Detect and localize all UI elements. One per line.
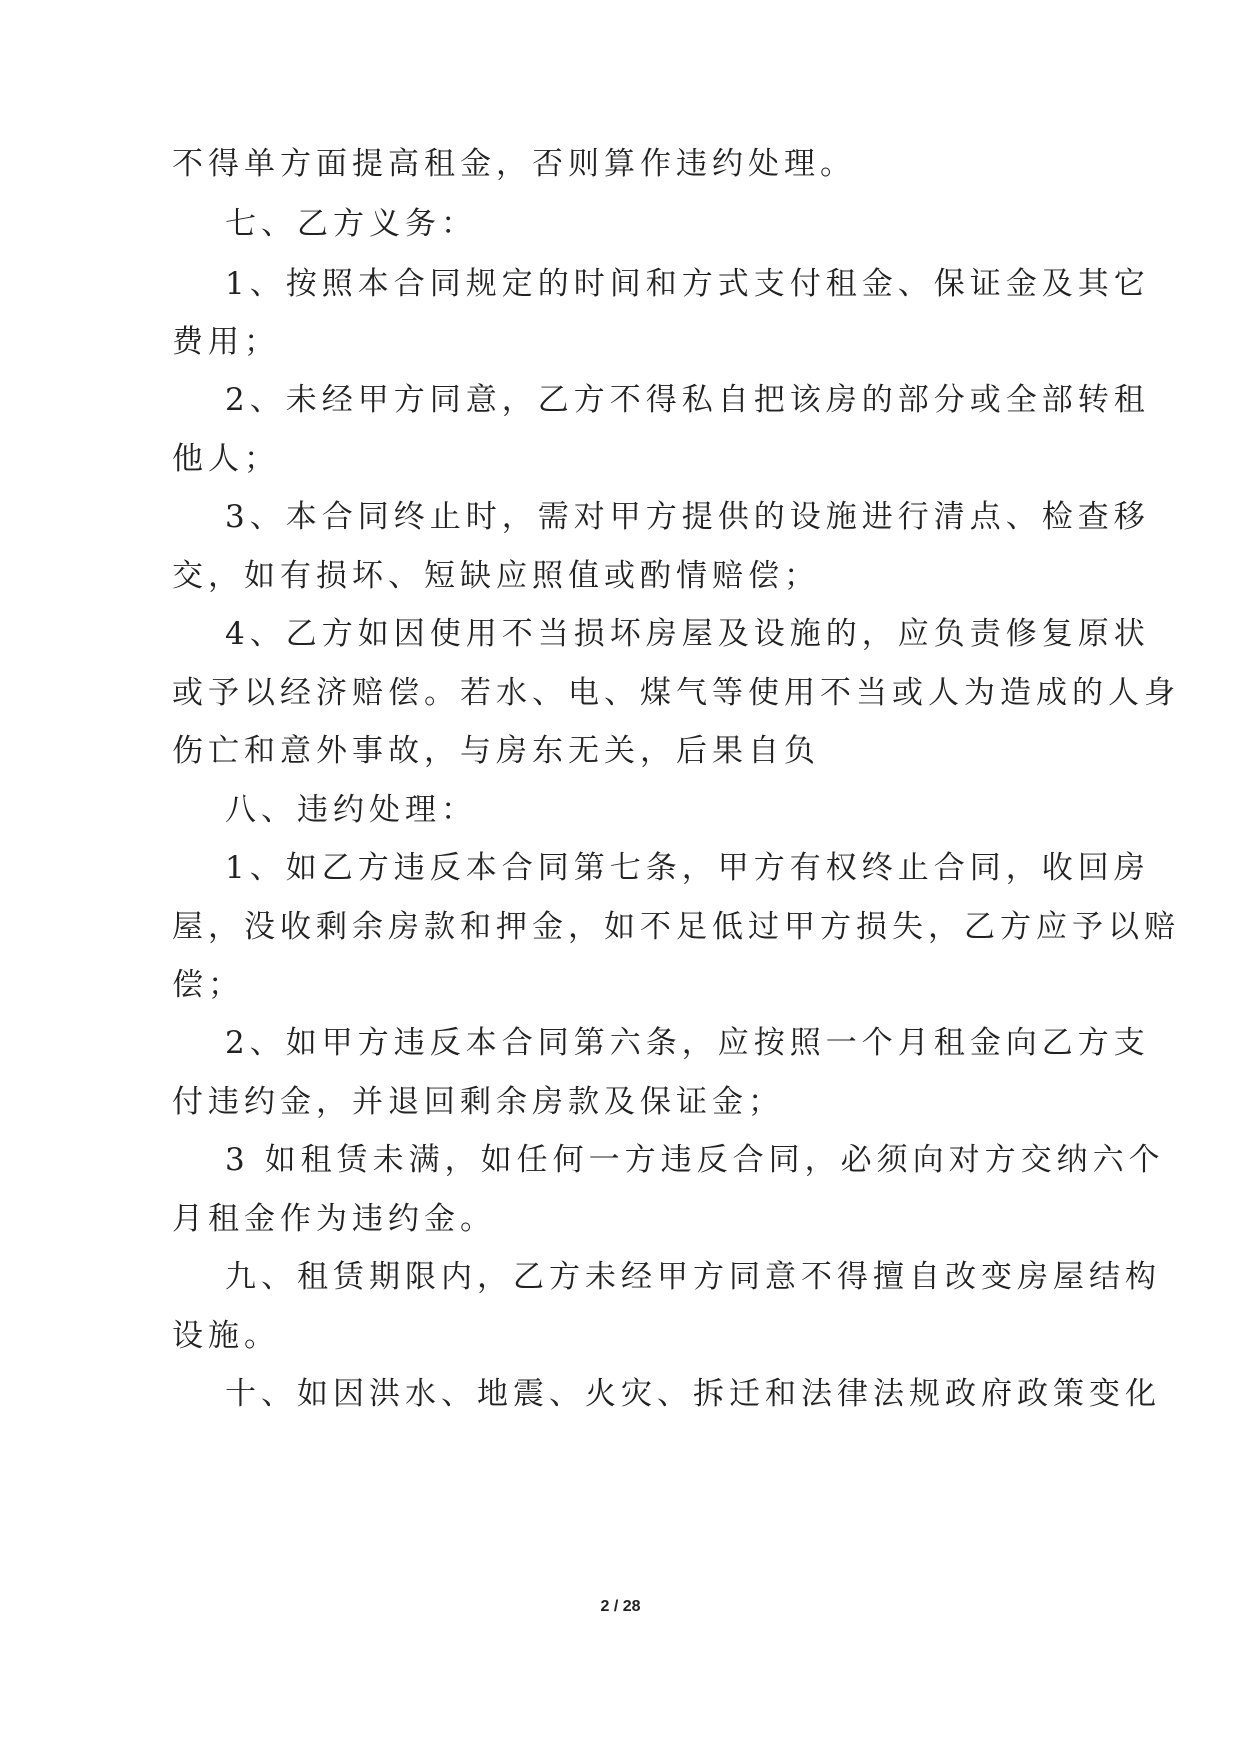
page-number: 2 / 28 [600,1598,641,1615]
body-line: 交，如有损坏、短缺应照值或酌情赔偿； [172,558,820,594]
section-heading: 七、乙方义务： [225,206,477,242]
body-line: 月租金作为违约金。 [172,1201,496,1237]
body-line: 屋，没收剩余房款和押金，如不足低过甲方损失，乙方应予以赔 [172,909,1180,945]
body-line: 4、乙方如因使用不当损坏房屋及设施的，应负责修复原状 [225,616,1150,652]
body-line: 偿； [172,967,244,1003]
body-line: 1、如乙方违反本合同第七条，甲方有权终止合同，收回房 [225,850,1150,886]
body-line: 2、如甲方违反本合同第六条，应按照一个月租金向乙方支 [225,1025,1150,1061]
body-line: 设施。 [172,1318,280,1354]
body-line: 十、如因洪水、地震、火灾、拆迁和法律法规政府政策变化 [225,1376,1161,1412]
body-line: 或予以经济赔偿。若水、电、煤气等使用不当或人为造成的人身 [172,675,1180,711]
body-line: 3、本合同终止时，需对甲方提供的设施进行清点、检查移 [225,499,1150,535]
body-line: 2、未经甲方同意，乙方不得私自把该房的部分或全部转租 [225,382,1150,418]
body-line: 3 如租赁未满，如任何一方违反合同，必须向对方交纳六个 [225,1142,1165,1178]
body-line: 伤亡和意外事故，与房东无关，后果自负 [172,733,820,769]
body-line: 不得单方面提高租金，否则算作违约处理。 [172,146,856,182]
body-line: 九、租赁期限内，乙方未经甲方同意不得擅自改变房屋结构 [225,1259,1161,1295]
section-heading: 八、违约处理： [225,792,477,828]
body-line: 1、按照本合同规定的时间和方式支付租金、保证金及其它 [225,266,1150,302]
body-line: 费用； [172,324,280,360]
body-line: 他人； [172,441,280,477]
body-line: 付违约金，并退回剩余房款及保证金； [172,1084,784,1120]
